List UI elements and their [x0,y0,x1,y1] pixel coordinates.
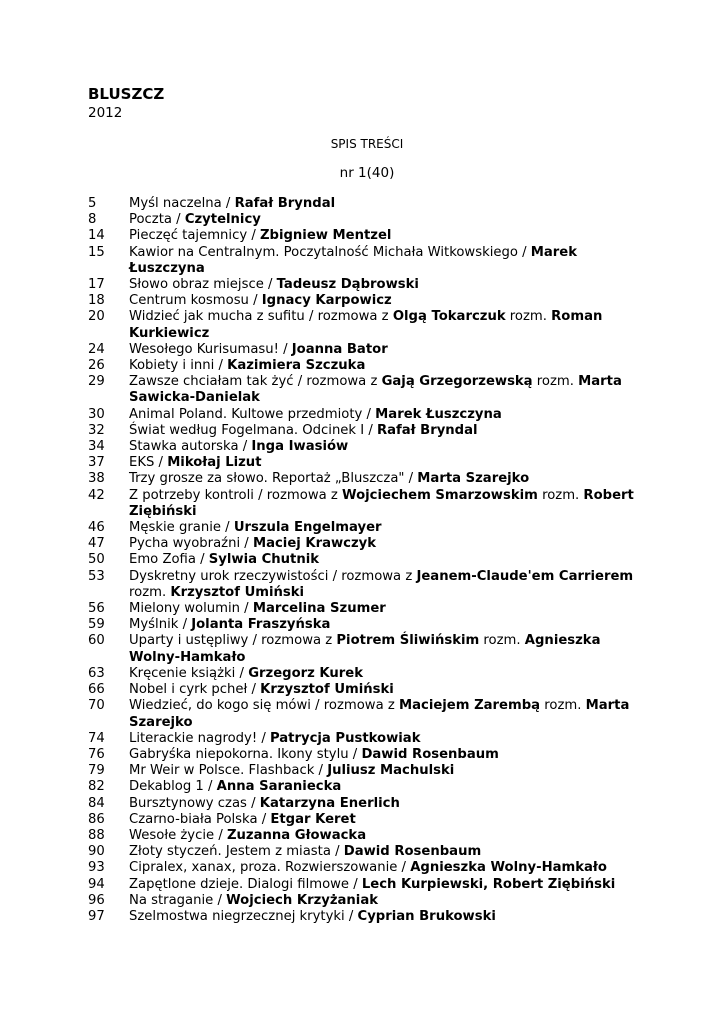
toc-entry-page: 90 [88,844,105,860]
toc-entry-author: Etgar Keret [270,811,356,827]
toc-entry-title: Dyskretny urok rzeczywistości / rozmowa z [129,568,417,584]
magazine-title: BLUSZCZ [88,85,165,103]
toc-entry-author: Maciejem Zarembą [398,698,541,714]
toc-entry [88,828,648,844]
toc-entry-page: 47 [88,536,105,552]
toc-entry-title: Kawior na Centralnym. Poczytalność Michała Witkowskiego / [129,244,531,260]
toc-entry-title: Dekablog 1 / [129,779,217,795]
toc-entry-page: 37 [88,455,105,471]
toc-entry [88,860,648,876]
toc-entry-text [129,309,648,341]
toc-entry-author: Wojciechem Smarzowskim [342,487,538,503]
toc-entry [88,423,648,439]
toc-entry-text [129,471,648,487]
toc-entry [88,407,648,423]
toc-entry-text [129,277,648,293]
toc-entry-page: 32 [88,422,105,438]
toc-entry-title: Nobel i cyrk pcheł / [129,682,261,698]
toc-entry-title: Świat według Fogelmana. Odcinek I / [129,422,377,438]
toc-entry-page: 15 [88,244,105,260]
toc-entry-page: 42 [88,487,105,503]
toc-entry-title: Myślnik / [129,617,192,633]
toc-entry-page: 53 [88,568,105,584]
toc-entry [88,520,648,536]
toc-entry-page: 46 [88,520,105,536]
toc-entry-author: Agnieszka Wolny-Hamkało [410,860,607,876]
toc-entry [88,796,648,812]
toc-entry-text [129,212,648,228]
toc-entry [88,763,648,779]
toc-entry-author: Olgą Tokarczuk [392,309,506,325]
table-of-contents [88,196,648,925]
toc-entry-text [129,633,648,665]
toc-entry-page: 79 [88,763,105,779]
toc-entry-title: Literackie nagrody! / [129,730,270,746]
toc-entry [88,439,648,455]
toc-entry-title: rozm. [540,698,586,714]
toc-entry-text [129,228,648,244]
toc-entry-author: Zbigniew Mentzel [259,228,392,244]
toc-entry-page: 88 [88,827,105,843]
toc-entry [88,682,648,698]
toc-entry-author: Sylwia Chutnik [208,552,320,568]
issue-number: nr 1(40) [339,165,395,181]
toc-entry-author: Rafał Bryndal [376,422,478,438]
toc-entry-page: 56 [88,601,105,617]
toc-entry-title: Złoty styczeń. Jestem z miasta / [129,844,344,860]
toc-entry-text [129,796,648,812]
toc-entry-page: 93 [88,860,105,876]
toc-entry-author: Marcelina Szumer [252,601,386,617]
toc-entry-title: EKS / [129,455,168,471]
toc-entry-page: 18 [88,293,105,309]
toc-entry-title: Myśl naczelna / [129,196,235,211]
toc-entry-page: 17 [88,277,105,293]
toc-entry-title: Mielony wolumin / [129,601,253,617]
toc-entry [88,277,648,293]
toc-entry-page: 38 [88,471,105,487]
toc-entry-page: 96 [88,892,105,908]
toc-entry-text [129,423,648,439]
toc-entry-title: rozm. [537,487,584,503]
toc-entry-author: Jolanta Fraszyńska [191,617,331,633]
toc-entry-text [129,245,648,277]
toc-entry-author: Marta Szarejko [417,471,530,487]
toc-entry-text [129,520,648,536]
toc-entry [88,309,648,341]
toc-entry-author: Marek Łuszczyna [129,244,578,276]
toc-entry-text [129,196,648,212]
toc-entry-author: Wojciech Krzyżaniak [226,892,378,908]
toc-entry [88,196,648,212]
toc-entry-text [129,779,648,795]
toc-entry-author: Tadeusz Dąbrowski [276,277,419,293]
toc-entry-page: 97 [88,908,105,924]
toc-entry-title: Wesołego Kurisumasu! / [129,341,292,357]
toc-entry [88,569,648,601]
toc-entry-author: Inga Iwasiów [251,439,349,455]
toc-entry-text [129,552,648,568]
toc-entry-text [129,747,648,763]
toc-entry-author: Zuzanna Głowacka [226,827,367,843]
toc-entry-text [129,342,648,358]
toc-entry-page: 60 [88,633,105,649]
toc-entry-author: Rafał Bryndal [234,196,336,211]
toc-entry-author: Robert Ziębiński [129,487,634,519]
toc-entry [88,844,648,860]
toc-entry-title: rozm. [129,584,171,600]
toc-entry-page: 84 [88,795,105,811]
toc-entry-page: 26 [88,358,105,374]
toc-entry [88,666,648,682]
toc-entry-page: 63 [88,665,105,681]
toc-entry [88,601,648,617]
toc-entry-page: 20 [88,309,105,325]
toc-entry-author: Czytelnicy [184,212,261,228]
toc-entry-author: Maciej Krawczyk [252,536,377,552]
toc-entry [88,488,648,520]
toc-entry-author: Patrycja Pustkowiak [269,730,421,746]
toc-entry-title: rozm. [505,309,552,325]
toc-entry [88,812,648,828]
toc-entry-author: Marek Łuszczyna [375,406,502,422]
toc-entry-text [129,569,648,601]
toc-entry-text [129,698,648,730]
toc-entry-text [129,488,648,520]
toc-entry-title: Mr Weir w Polsce. Flashback / [129,763,328,779]
toc-entry-title: rozm. [532,374,579,390]
toc-entry-text [129,358,648,374]
toc-entry [88,228,648,244]
toc-entry-author: Dawid Rosenbaum [343,844,482,860]
toc-entry-author: Krzysztof Umiński [260,682,394,698]
toc-entry-title: Widzieć jak mucha z sufitu / rozmowa z [129,309,393,325]
toc-entry-text [129,293,648,309]
toc-entry-author: Katarzyna Enerlich [259,795,400,811]
toc-entry-text [129,617,648,633]
toc-entry-page: 59 [88,617,105,633]
toc-entry-author: Roman Kurkiewicz [129,309,603,341]
toc-entry-text [129,844,648,860]
toc-entry-title: rozm. [479,633,525,649]
toc-entry-page: 24 [88,341,105,357]
toc-entry-author: Kazimiera Szczuka [227,358,366,374]
toc-entry-author: Cyprian Brukowski [357,908,496,924]
toc-entry-author: Agnieszka Wolny-Hamkało [129,633,601,665]
toc-entry-title: Gabryśka niepokorna. Ikony stylu / [129,746,362,762]
toc-entry-text [129,909,648,925]
toc-heading: SPIS TREŚCI [330,137,404,151]
toc-entry-text [129,439,648,455]
toc-entry-author: Grzegorz Kurek [248,665,363,681]
toc-entry-page: 5 [88,196,97,211]
toc-entry-text [129,731,648,747]
toc-entry-author: Marta Szarejko [129,698,630,730]
toc-entry-author: Gają Grzegorzewską [381,374,533,390]
toc-entry-text [129,666,648,682]
toc-entry-title: Animal Poland. Kultowe przedmioty / [129,406,376,422]
toc-entry [88,747,648,763]
toc-entry-title: Cipralex, xanax, proza. Rozwierszowanie / [129,860,411,876]
toc-entry-page: 30 [88,406,105,422]
toc-entry-text [129,682,648,698]
toc-entry [88,698,648,730]
toc-entry [88,731,648,747]
toc-entry-page: 76 [88,746,105,762]
toc-entry-title: Wiedzieć, do kogo się mówi / rozmowa z [129,698,399,714]
toc-entry-title: Pieczęć tajemnicy / [129,228,260,244]
toc-entry-author: Anna Saraniecka [216,779,342,795]
toc-entry-title: Poczta / [129,212,185,228]
toc-entry-title: Bursztynowy czas / [129,795,260,811]
toc-entry [88,909,648,925]
toc-entry-page: 50 [88,552,105,568]
toc-entry-title: Kobiety i inni / [129,358,228,374]
toc-entry [88,293,648,309]
toc-entry-text [129,877,648,893]
toc-entry-title: Wesołe życie / [129,827,227,843]
toc-entry-page: 34 [88,439,105,455]
toc-entry-title: Słowo obraz miejsce / [129,277,277,293]
toc-entry [88,245,648,277]
toc-entry [88,374,648,406]
toc-entry [88,617,648,633]
toc-entry-title: Trzy grosze za słowo. Reportaż „Bluszcza" / [129,471,418,487]
toc-entry-author: Dawid Rosenbaum [361,746,499,762]
toc-entry-author: Lech Kurpiewski, Robert Ziębiński [361,876,616,892]
toc-entry [88,633,648,665]
toc-entry-text [129,828,648,844]
toc-entry-title: Męskie granie / [129,520,234,536]
toc-entry [88,212,648,228]
toc-entry-title: Zapętlone dzieje. Dialogi filmowe / [129,876,362,892]
toc-entry-title: Z potrzeby kontroli / rozmowa z [129,487,342,503]
toc-entry-author: Krzysztof Umiński [170,584,305,600]
toc-entry [88,877,648,893]
toc-entry-title: Emo Zofia / [129,552,209,568]
toc-entry [88,358,648,374]
toc-entry-author: Juliusz Machulski [327,763,455,779]
toc-entry-text [129,763,648,779]
toc-entry-title: Szelmostwa niegrzecznej krytyki / [129,908,358,924]
toc-entry [88,552,648,568]
toc-entry-author: Jeanem-Claude'em Carrierem [416,568,634,584]
toc-entry-page: 74 [88,730,105,746]
toc-entry-page: 14 [88,228,105,244]
toc-entry-page: 66 [88,682,105,698]
toc-entry-text [129,374,648,406]
toc-entry-text [129,860,648,876]
toc-entry-text [129,893,648,909]
toc-entry-text [129,455,648,471]
toc-entry-page: 86 [88,811,105,827]
toc-entry [88,342,648,358]
toc-entry-title: Kręcenie książki / [129,665,249,681]
magazine-year: 2012 [88,105,123,121]
toc-entry-title: Uparty i ustępliwy / rozmowa z [129,633,337,649]
toc-entry-title: Pycha wyobraźni / [129,536,253,552]
toc-entry [88,779,648,795]
toc-entry-author: Joanna Bator [291,341,388,357]
toc-entry-text [129,812,648,828]
toc-entry-title: Zawsze chciałam tak żyć / rozmowa z [129,374,382,390]
toc-entry-title: Czarno-biała Polska / [129,811,271,827]
toc-entry-title: Centrum kosmosu / [129,293,262,309]
toc-entry-title: Stawka autorska / [129,439,252,455]
toc-entry-page: 94 [88,876,105,892]
toc-entry-author: Piotrem Śliwińskim [336,633,480,649]
toc-entry-page: 8 [88,212,97,228]
toc-entry [88,455,648,471]
toc-entry-text [129,407,648,423]
toc-entry-title: Na straganie / [129,892,227,908]
toc-entry [88,471,648,487]
toc-entry-page: 29 [88,374,105,390]
toc-entry-author: Marta Sawicka-Danielak [129,374,622,406]
toc-entry-author: Urszula Engelmayer [233,520,382,536]
toc-entry-page: 82 [88,779,105,795]
toc-entry [88,893,648,909]
toc-entry-page: 70 [88,698,105,714]
toc-entry-author: Mikołaj Lizut [167,455,262,471]
toc-entry [88,536,648,552]
toc-entry-text [129,536,648,552]
toc-entry-author: Ignacy Karpowicz [261,293,392,309]
toc-entry-text [129,601,648,617]
